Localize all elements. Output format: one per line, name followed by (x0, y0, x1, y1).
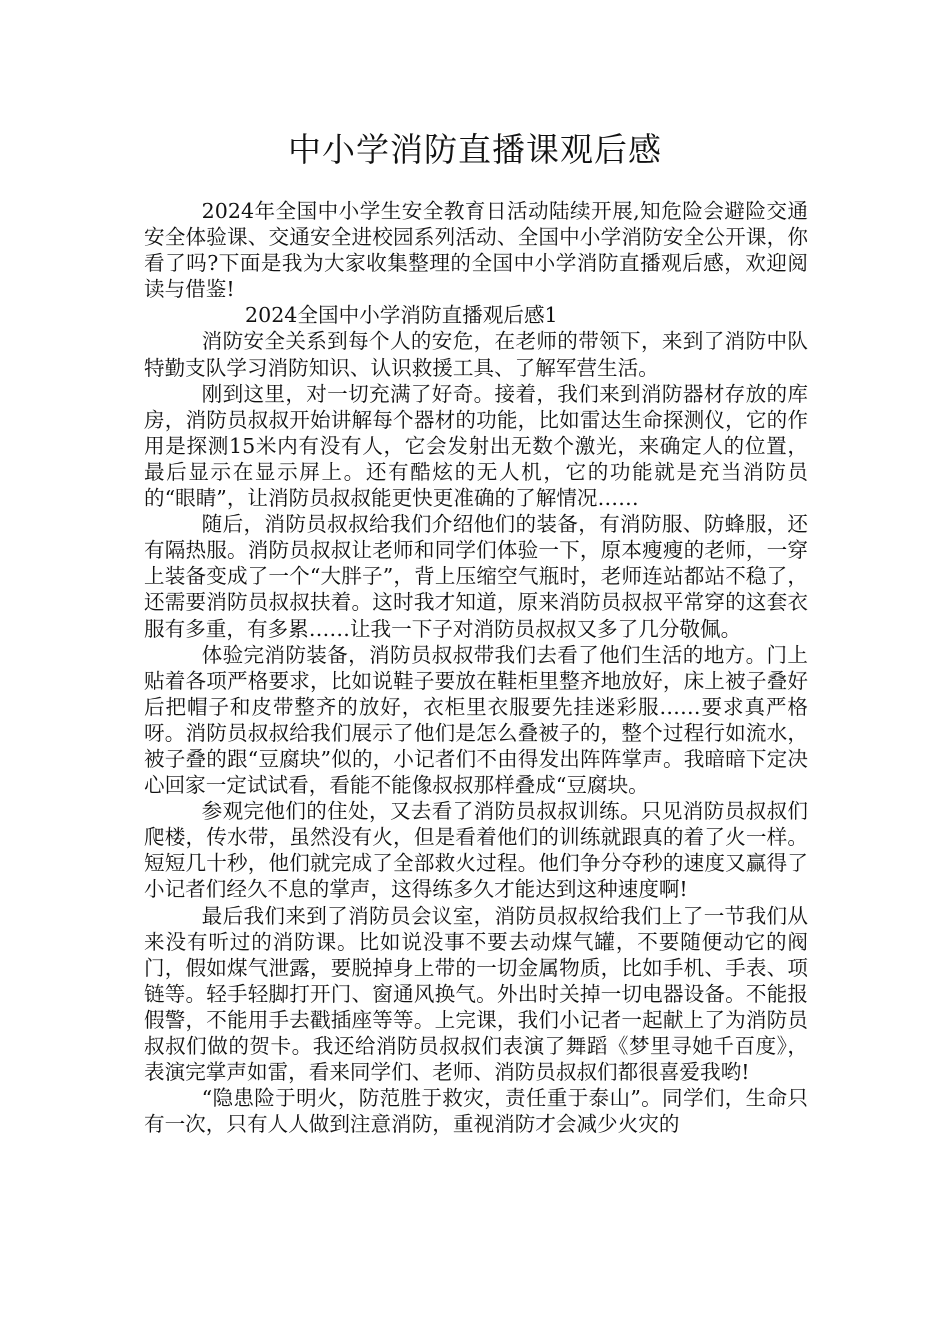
body-paragraph: “隐患险于明火，防范胜于救灾，责任重于泰山”。同学们，生命只有一次，只有人人做到注意消防，重视消防才会减少火灾的 (144, 1086, 808, 1137)
body-paragraph: 体验完消防装备，消防员叔叔带我们去看了他们生活的地方。门上贴着各项严格要求，比如说鞋子要放在鞋柜里整齐地放好，床上被子叠好后把帽子和皮带整齐的放好，衣柜里衣服要先挂迷彩服……要求真严格呀。消防员叔叔给我们展示了他们是怎么叠被子的，整个过程行如流水，被子叠的跟“豆腐块”似的，小记者们不由得发出阵阵掌声。我暗暗下定决心回家一定试试看，看能不能像叔叔那样叠成“豆腐块。 (144, 642, 808, 798)
document-title: 中小学消防直播课观后感 (288, 130, 662, 169)
body-paragraph: 消防安全关系到每个人的安危，在老师的带领下，来到了消防中队特勤支队学习消防知识、认识救援工具、了解军营生活。 (144, 329, 808, 380)
document-body (144, 198, 808, 1137)
body-paragraph: 随后，消防员叔叔给我们介绍他们的装备，有消防服、防蜂服，还有隔热服。消防员叔叔让老师和同学们体验一下，原本瘦瘦的老师，一穿上装备变成了一个“大胖子”，背上压缩空气瓶时，老师连站都站不稳了，还需要消防员叔叔扶着。这时我才知道，原来消防员叔叔平常穿的这套衣服有多重，有多累……让我一下子对消防员叔叔又多了几分敬佩。 (144, 512, 808, 641)
section-heading: 2024全国中小学消防直播观后感1 (245, 303, 558, 328)
body-paragraph: 最后我们来到了消防员会议室，消防员叔叔给我们上了一节我们从来没有听过的消防课。比如说没事不要去动煤气罐，不要随便动它的阀门，假如煤气泄露，要脱掉身上带的一切金属物质，比如手机、手表、项链等。轻手轻脚打开门、窗通风换气。外出时关掉一切电器设备。不能报假警，不能用手去戳插座等等。上完课，我们小记者一起献上了为消防员叔叔们做的贺卡。我还给消防员叔叔们表演了舞蹈《梦里寻她千百度》，表演完掌声如雷，看来同学们、老师、消防员叔叔们都很喜爱我哟! (144, 903, 808, 1085)
body-paragraph: 刚到这里，对一切充满了好奇。接着，我们来到消防器材存放的库房，消防员叔叔开始讲解每个器材的功能，比如雷达生命探测仪，它的作用是探测15米内有没有人，它会发射出无数个激光，来确定人的位置，最后显示在显示屏上。还有酷炫的无人机，它的功能就是充当消防员的“眼睛”，让消防员叔叔能更快更准确的了解情况…… (144, 381, 808, 511)
intro-paragraph: 2024年全国中小学生安全教育日活动陆续开展,知危险会避险交通安全体验课、交通安全进校园系列活动、全国中小学消防安全公开课，你看了吗?下面是我为大家收集整理的全国中小学消防直播观后感，欢迎阅读与借鉴! (144, 199, 808, 302)
body-paragraph: 参观完他们的住处，又去看了消防员叔叔训练。只见消防员叔叔们爬楼，传水带，虽然没有火，但是看着他们的训练就跟真的着了火一样。短短几十秒，他们就完成了全部救火过程。他们争分夺秒的速度又赢得了小记者们经久不息的掌声，这得练多久才能达到这种速度啊! (144, 799, 808, 902)
